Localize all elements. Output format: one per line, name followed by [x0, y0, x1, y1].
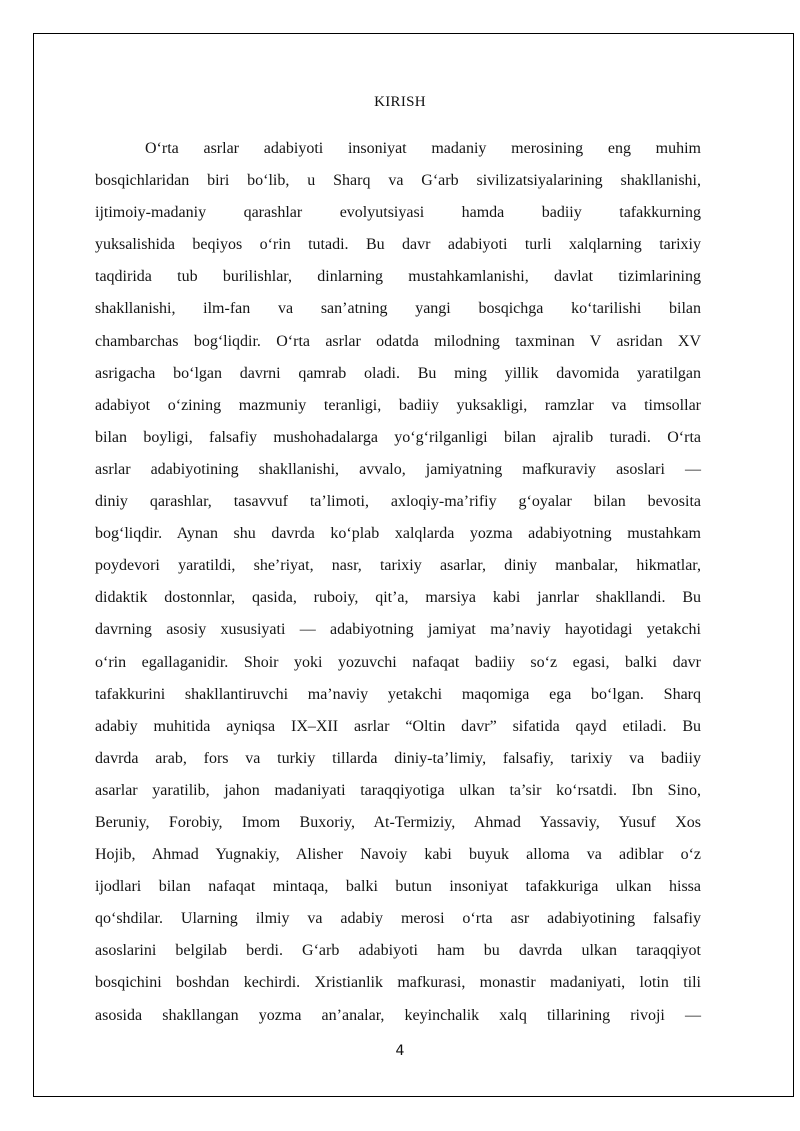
text-line: yuksalishida beqiyos o‘rin tutadi. Bu davr adabiyoti turli xalqlarning tarixiy [95, 236, 701, 254]
text-line: ijtimoiy-madaniy qarashlar evolyutsiyasi hamda badiiy tafakkurning [95, 204, 701, 222]
text-line: adabiy muhitida ayniqsa IX–XII asrlar “Oltin davr” sifatida qayd etiladi. Bu [95, 717, 701, 735]
text-line: o‘rin egallaganidir. Shoir yoki yozuvchi nafaqat badiiy so‘z egasi, balki davr [95, 653, 701, 671]
text-line: asrigacha bo‘lgan davrni qamrab oladi. Bu ming yillik davomida yaratilgan [95, 364, 701, 382]
text-line: davrda arab, fors va turkiy tillarda diniy-ta’limiy, falsafiy, tarixiy va badiiy [95, 749, 701, 767]
text-line: shakllanishi, ilm-fan va san’atning yangi bosqichga ko‘tarilishi bilan [95, 300, 701, 318]
text-line: ijodlari bilan nafaqat mintaqa, balki butun insoniyat tafakkuriga ulkan hissa [95, 878, 701, 896]
text-line: tafakkurini shakllantiruvchi ma’naviy yetakchi maqomiga ega bo‘lgan. Sharq [95, 685, 701, 703]
text-line: Hojib, Ahmad Yugnakiy, Alisher Navoiy kabi buyuk alloma va adiblar o‘z [95, 846, 701, 864]
body-paragraph [95, 133, 701, 1032]
text-line: bosqichini boshdan kechirdi. Xristianlik mafkurasi, monastir madaniyati, lotin tili [95, 974, 701, 992]
text-line: bosqichlaridan biri bo‘lib, u Sharq va G‘arb sivilizatsiyalarining shakllanishi, [95, 172, 701, 190]
text-line: asosida shakllangan yozma an’analar, keyinchalik xalq tillarining rivoji — [95, 1006, 701, 1024]
text-line: O‘rta asrlar adabiyoti insoniyat madaniy merosining eng muhim [145, 140, 701, 157]
text-line: poydevori yaratildi, she’riyat, nasr, tarixiy asarlar, diniy manbalar, hikmatlar, [95, 557, 701, 575]
text-line: qo‘shdilar. Ularning ilmiy va adabiy merosi o‘rta asr adabiyotining falsafiy [95, 910, 701, 928]
text-line: asoslarini belgilab berdi. G‘arb adabiyoti ham bu davrda ulkan taraqqiyot [95, 942, 701, 960]
text-line: davrning asosiy xususiyati — adabiyotning jamiyat ma’naviy hayotidagi yetakchi [95, 621, 701, 639]
text-line: chambarchas bog‘liqdir. O‘rta asrlar odatda milodning taxminan V asridan XV [95, 332, 701, 350]
text-line: taqdirida tub burilishlar, dinlarning mustahkamlanishi, davlat tizimlarining [95, 268, 701, 286]
page-number: 4 [395, 1043, 405, 1059]
text-line: bilan boyligi, falsafiy mushohadalarga yo‘g‘rilganligi bilan ajralib turadi. O‘rta [95, 428, 701, 446]
text-line: didaktik dostonnlar, qasida, ruboiy, qit’a, marsiya kabi janrlar shakllandi. Bu [95, 589, 701, 607]
text-line: bog‘liqdir. Aynan shu davrda ko‘plab xalqlarda yozma adabiyotning mustahkam [95, 525, 701, 543]
text-line: asarlar yaratilib, jahon madaniyati taraqqiyotiga ulkan ta’sir ko‘rsatdi. Ibn Sino, [95, 781, 701, 799]
section-heading: KIRISH [374, 94, 426, 110]
text-line: asrlar adabiyotining shakllanishi, avvalo, jamiyatning mafkuraviy asoslari — [95, 460, 701, 478]
text-line: diniy qarashlar, tasavvuf ta’limoti, axloqiy-ma’rifiy g‘oyalar bilan bevosita [95, 493, 701, 511]
text-line: adabiyot o‘zining mazmuniy teranligi, badiiy yuksakligi, ramzlar va timsollar [95, 396, 701, 414]
text-line: Beruniy, Forobiy, Imom Buxoriy, At-Termiziy, Ahmad Yassaviy, Yusuf Xos [95, 813, 701, 831]
